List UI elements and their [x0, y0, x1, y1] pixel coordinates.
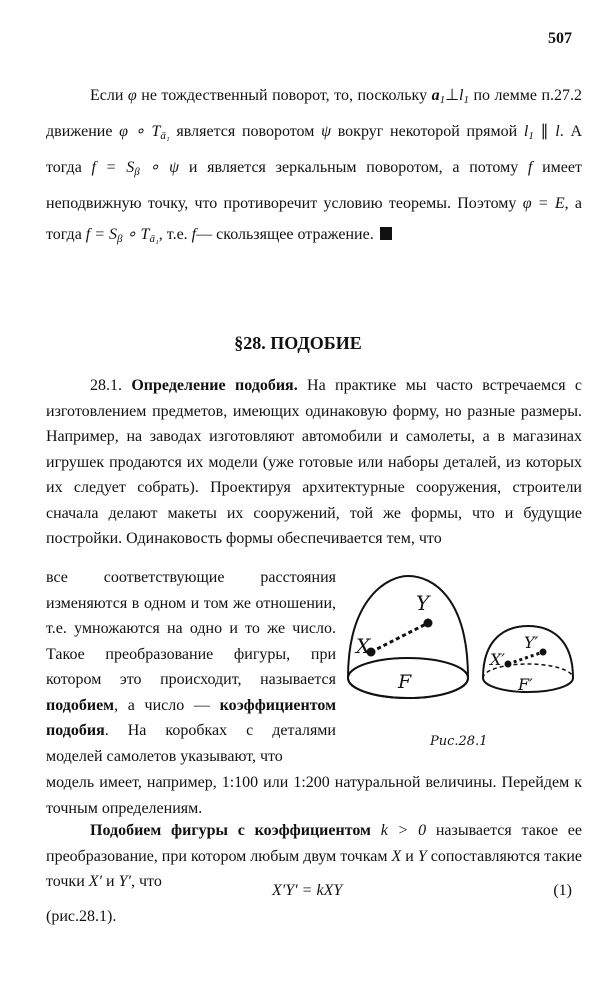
point-y-prime [540, 649, 547, 656]
label-y-prime: Y′ [524, 633, 539, 652]
figure-caption: Рис.28.1 [430, 734, 488, 749]
similarity-figure [338, 568, 588, 758]
label-f-prime: F′ [518, 675, 533, 694]
point-y [424, 619, 433, 628]
definition-heading: Определение подобия. [131, 377, 298, 394]
formula: X′Y′ = kXY [272, 882, 343, 899]
point-x-prime [505, 661, 512, 668]
page-number: 507 [548, 30, 572, 47]
label-x-prime: X′ [490, 650, 506, 669]
label-x: X [356, 634, 371, 658]
formula-line [0, 882, 596, 910]
similarity-definition-paragraph: Подобием фигуры с коэффициентом k > 0 называется такое ее преобразование, при котором любым двум точкам X и Y сопоставляются такие точки X′ и Y′, что [46, 822, 583, 890]
small-dome [483, 626, 573, 694]
section-title: §28. ПОДОБИЕ [234, 333, 362, 353]
qed-square-icon [380, 227, 392, 240]
large-dome [348, 576, 468, 698]
figure-reference: (рис.28.1). [46, 908, 117, 925]
tail-paragraph: модель имеет, например, 1:100 или 1:200 натуральной величины. Перейдем к точным определениям. [46, 774, 582, 817]
label-y: Y [416, 591, 430, 615]
theorem-proof-paragraph: Если φ не тождественный поворот, то, поскольку $a_1\perp l_1$ по лемме п.27.2 движение φ ∘ $T_{ā_1}$ является поворотом ψ вокруг некоторой прямой $l_1$ ∥ l. А тогда $f = S_\beta$ ∘ ψ и является зеркальным поворотом, а потому f имеет неподвижную точку, что противоречит условию теоремы. Поэтому φ = E, а тогда $f = S_\beta$ ∘ $T_{ā_1}$, т.е. f— скользящее отражение. [46, 87, 583, 245]
definition-paragraph: 28.1. Определение подобия. На практике мы часто встречаемся с изготовлением предметов, имеющих одинаковую форму, но разные размеры. Например, на заводах изготовляют автомобили и самолеты, а в магазинах игрушек продаются их модели (уже готовые или наборы деталей, из которых их следует собрать). Проектируя архитектурные сооружения, строители сначала делают макеты их сооружений, той же формы, что и будущие постройки. Одинаковость формы обеспечивается тем, что [46, 377, 582, 547]
wrapped-paragraph: все соответствующие расстояния изменяются в одном и том же отношении, т.е. умножаются на одно и то же число. Такое преобразование фигуры, при котором это происходит, называется подобием, а число — коэффициентом подобия. На коробках с деталями моделей самолетов указывают, что [46, 569, 336, 765]
formula-number: (1) [553, 882, 572, 899]
label-f: F [398, 671, 412, 693]
